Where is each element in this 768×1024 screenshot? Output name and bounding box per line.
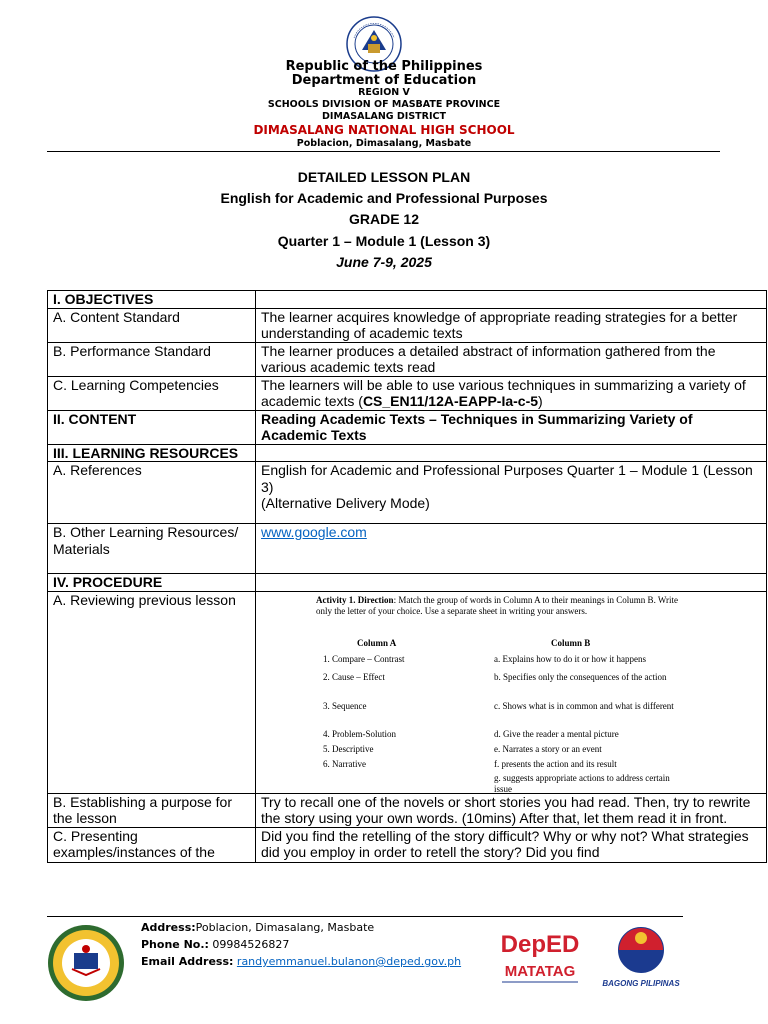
grade-title: GRADE 12 xyxy=(348,211,420,227)
header-republic: Republic of the Philippines xyxy=(285,59,483,74)
presenting-value-text: Did you find the retelling of the story difficult? Why or why not? What strategies did you employ in order to retell the story? Did you find xyxy=(261,827,749,860)
performance-standard-value: The learner produces a detailed abstract of information gathered from the various academic texts read xyxy=(256,342,767,376)
table-row xyxy=(48,793,767,827)
footer-address xyxy=(141,921,374,934)
header-district: DIMASALANG DISTRICT xyxy=(322,111,446,122)
column-a-item: 4. Problem-Solution xyxy=(323,728,397,739)
references-line1: English for Academic and Professional Purposes Quarter 1 – Module 1 (Lesson 3) xyxy=(261,462,753,495)
activity-direction-text: : Match the group of words in Column A to their meanings in Column B. Write only the letter of your choice. Use a separate sheet in writing your answers. xyxy=(316,594,679,616)
header-school-name: DIMASALANG NATIONAL HIGH SCHOOL xyxy=(253,123,515,137)
doc-title: DETAILED LESSON PLAN xyxy=(297,169,471,185)
table-row xyxy=(48,376,767,410)
competencies-value xyxy=(256,376,767,410)
deped-matatag-logo xyxy=(494,924,586,990)
empty-cell xyxy=(256,291,767,309)
column-b-heading: Column B xyxy=(551,637,591,648)
content-heading: II. CONTENT xyxy=(48,410,256,444)
column-a-item: 5. Descriptive xyxy=(323,743,374,754)
presenting-value xyxy=(256,827,767,862)
resources-heading: III. LEARNING RESOURCES xyxy=(48,444,256,462)
content-standard-value: The learner acquires knowledge of appropriate reading strategies for a better understanding of academic texts xyxy=(256,308,767,342)
lesson-plan-table xyxy=(47,290,767,863)
google-link[interactable]: www.google.com xyxy=(261,524,367,540)
header-division: SCHOOLS DIVISION OF MASBATE PROVINCE xyxy=(267,99,501,110)
quarter-title: Quarter 1 – Module 1 (Lesson 3) xyxy=(277,233,491,249)
column-b-item: a. Explains how to do it or how it happens xyxy=(494,653,646,664)
header-region: REGION V xyxy=(358,87,410,98)
table-row xyxy=(48,410,767,444)
column-a-item: 3. Sequence xyxy=(323,700,367,711)
table-row xyxy=(48,524,767,574)
table-row xyxy=(48,827,767,862)
lesson-date: June 7-9, 2025 xyxy=(336,254,432,270)
footer-phone xyxy=(141,938,289,951)
competencies-label: C. Learning Competencies xyxy=(48,376,256,410)
column-a-item: 2. Cause – Effect xyxy=(323,671,385,682)
other-resources-label: B. Other Learning Resources/ Materials xyxy=(48,524,256,574)
table-row xyxy=(48,591,767,793)
table-row xyxy=(48,462,767,524)
establishing-value: Try to recall one of the novels or short stories you had read. Then, try to rewrite the story using your own words. (10mins) After that, let them read it in front. xyxy=(256,793,767,827)
procedure-heading: IV. PROCEDURE xyxy=(48,574,256,592)
column-b-item: c. Shows what is in common and what is different xyxy=(494,700,674,711)
header-department: Department of Education xyxy=(291,73,477,88)
content-standard-label: A. Content Standard xyxy=(48,308,256,342)
deped-logo-text: DepED xyxy=(500,931,580,958)
empty-cell xyxy=(256,444,767,462)
subject-title: English for Academic and Professional Purposes xyxy=(220,190,548,206)
column-b-item: f. presents the action and its result xyxy=(494,758,617,769)
objectives-heading: I. OBJECTIVES xyxy=(48,291,256,309)
column-b-item: e. Narrates a story or an event xyxy=(494,743,602,754)
competency-code: CS_EN11/12A-EAPP-Ia-c-5 xyxy=(362,393,539,409)
header-divider xyxy=(47,151,720,152)
bagong-logo-text: BAGONG PILIPINAS xyxy=(602,979,680,988)
email-link[interactable]: randyemmanuel.bulanon@deped.gov.ph xyxy=(236,955,462,968)
references-value xyxy=(256,462,767,524)
bagong-pilipinas-logo xyxy=(601,924,681,992)
matatag-logo-text: MATATAG xyxy=(504,963,576,980)
table-row xyxy=(48,342,767,376)
footer-email xyxy=(141,955,461,968)
table-row xyxy=(48,291,767,309)
competencies-close: ) xyxy=(538,393,543,409)
table-row xyxy=(48,444,767,462)
presenting-label xyxy=(48,827,256,862)
activity-cell xyxy=(256,591,767,793)
phone-label: Phone No.: xyxy=(141,938,209,951)
table-row xyxy=(48,574,767,592)
empty-cell xyxy=(256,574,767,592)
address-label: Address: xyxy=(141,921,196,934)
presenting-label-text: C. Presenting examples/instances of the xyxy=(53,827,215,860)
header-location: Poblacion, Dimasalang, Masbate xyxy=(296,138,472,149)
establishing-label: B. Establishing a purpose for the lesson xyxy=(48,793,256,827)
references-line2: (Alternative Delivery Mode) xyxy=(261,495,430,511)
column-b-item: g. suggests appropriate actions to address certain issue xyxy=(494,772,670,794)
activity-direction xyxy=(316,595,686,617)
column-a-item: 1. Compare – Contrast xyxy=(323,653,405,664)
activity-direction-label: Activity 1. Direction xyxy=(316,594,394,605)
other-resources-value xyxy=(256,524,767,574)
column-a-heading: Column A xyxy=(357,637,397,648)
phone-value: 09984526827 xyxy=(212,938,290,951)
column-b-item: b. Specifies only the consequences of the action xyxy=(494,671,667,682)
table-row xyxy=(48,308,767,342)
column-a-item: 6. Narrative xyxy=(323,758,366,769)
activity-image xyxy=(261,592,761,793)
footer-divider xyxy=(47,916,683,917)
column-b-item: d. Give the reader a mental picture xyxy=(494,728,619,739)
address-value: Poblacion, Dimasalang, Masbate xyxy=(195,921,375,934)
references-label: A. References xyxy=(48,462,256,524)
competencies-text: The learners will be able to use various techniques in summarizing a variety of academic texts ( xyxy=(261,376,746,409)
content-value: Reading Academic Texts – Techniques in Summarizing Variety of Academic Texts xyxy=(256,410,767,444)
email-label: Email Address: xyxy=(141,955,234,968)
school-seal-logo xyxy=(46,923,126,1003)
reviewing-label: A. Reviewing previous lesson xyxy=(48,591,256,793)
performance-standard-label: B. Performance Standard xyxy=(48,342,256,376)
